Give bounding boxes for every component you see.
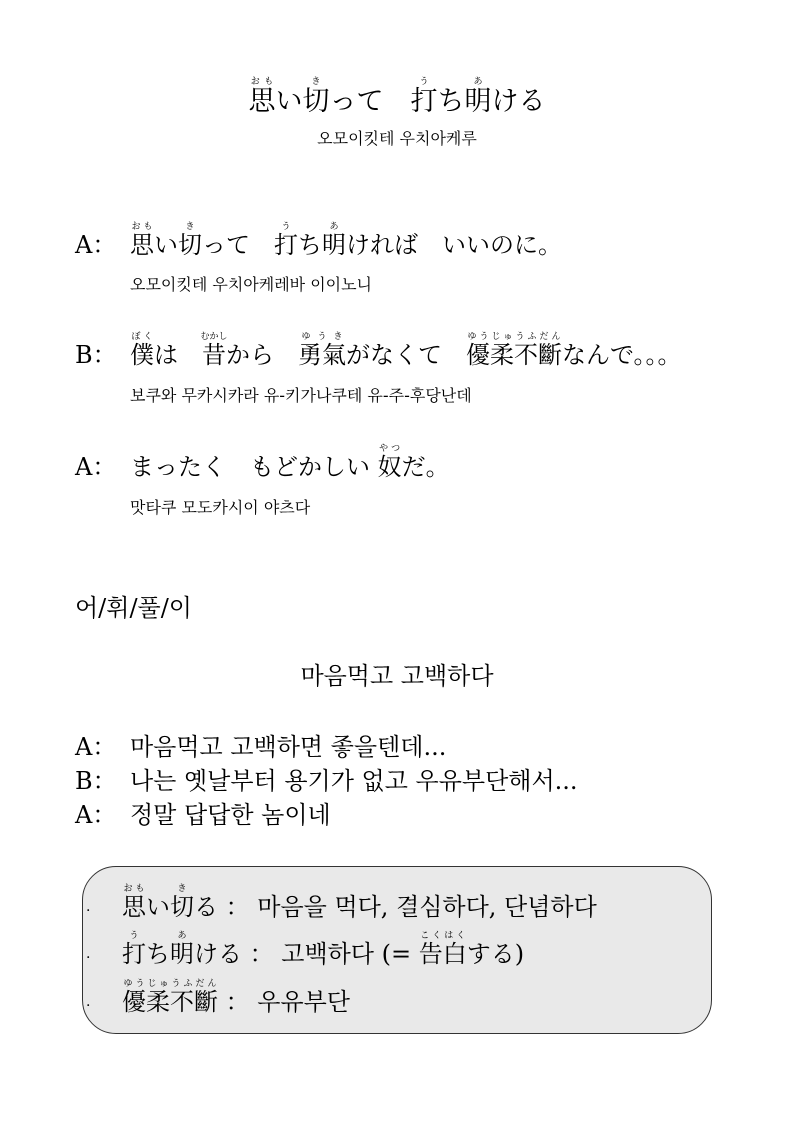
speaker-label: A：: [75, 801, 117, 829]
title-reading: 오모이킷테 우치아케루: [317, 129, 477, 148]
phrase-title: 마음먹고 고백하다: [300, 662, 494, 690]
translation-line-3: [75, 795, 331, 830]
speaker-label: A：: [75, 453, 117, 481]
bullet-dot: ·: [86, 903, 91, 919]
translation-line-2: [75, 761, 578, 796]
dialogue-line-1: A： 思おもい切きって 打うち明あければ いいのに。: [75, 222, 562, 259]
vocab-item-1: · 思おもい切きる ： 마음을 먹다, 결심하다, 단념하다: [86, 884, 597, 921]
translation-line-1: [75, 727, 446, 762]
dialogue-line-2: B： 僕ぼくは 昔むかしから 勇氣ゆうきがなくて 優柔不斷ゆうじゅうふだんなんで。。。: [75, 332, 682, 369]
section-label: 어/휘/풀/이: [75, 594, 192, 622]
dialogue-reading-1: 오모이킷테 우치아케레바 이이노니: [130, 275, 373, 294]
translation-text: 나는 옛날부터 용기가 없고 우유부단해서...: [130, 767, 578, 795]
speaker-label: A：: [75, 231, 117, 259]
dialogue-reading-2: 보쿠와 무카시카라 유-키가나쿠테 유-주-후당난데: [130, 386, 472, 405]
vocab-item-2: · 打うち明あける ： 고백하다 (= 告白こくはくする): [86, 931, 525, 968]
page-title: [0, 77, 794, 118]
vocab-item-3: · 優柔不斷ゆうじゅうふだん ： 우유부단: [86, 979, 350, 1016]
speaker-label: B：: [75, 341, 117, 369]
bullet-dot: ·: [86, 998, 91, 1014]
translation-text: 정말 답답한 놈이네: [130, 801, 331, 829]
bullet-dot: ·: [86, 950, 91, 966]
dialogue-reading-3: 맛타쿠 모도카시이 야츠다: [130, 498, 311, 517]
title-text: 思おもい切きって 打うち明あける: [248, 77, 546, 117]
speaker-label: A：: [75, 733, 117, 761]
dialogue-line-3: A： まったく もどかしい 奴やつだ。: [75, 444, 450, 481]
speaker-label: B：: [75, 767, 117, 795]
translation-text: 마음먹고 고백하면 좋을텐데...: [130, 733, 447, 761]
